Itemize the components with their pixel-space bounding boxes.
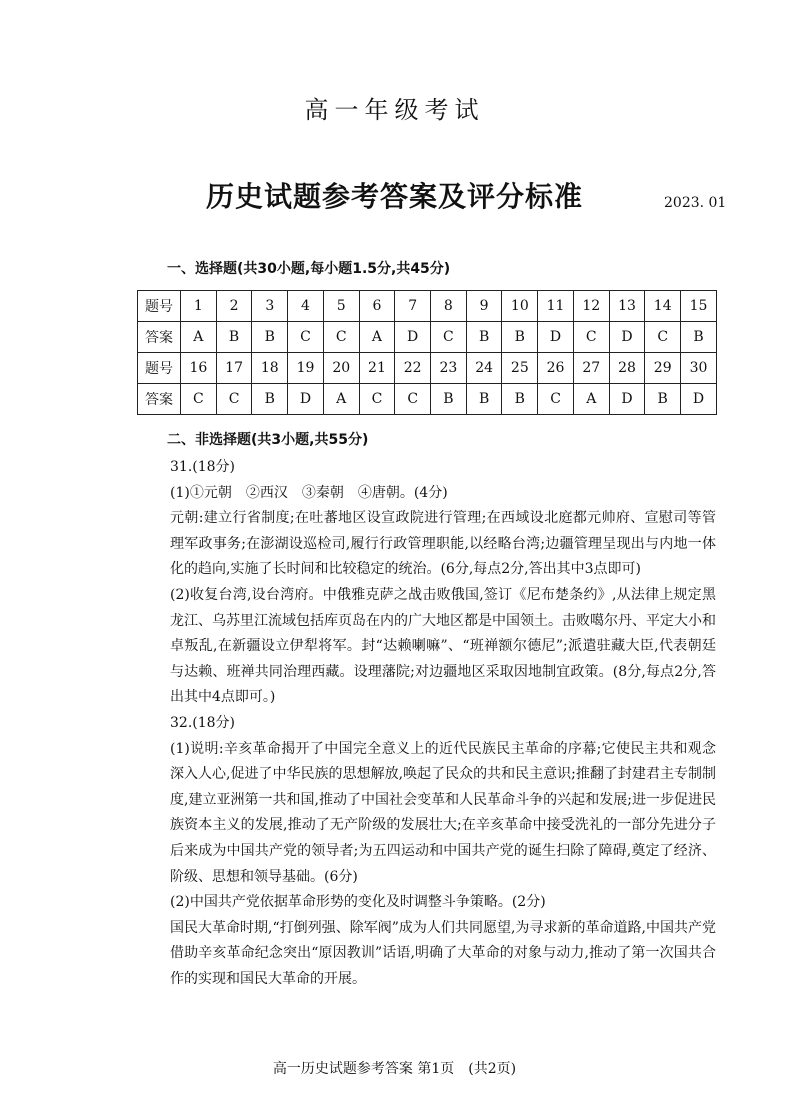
table-cell: 1 xyxy=(181,291,217,322)
document-title: 历史试题参考答案及评分标准 xyxy=(205,180,583,213)
section-heading-nonchoice: 二、非选择题(共3小题,共55分) xyxy=(167,432,369,448)
table-cell: 22 xyxy=(395,353,431,384)
table-row xyxy=(138,322,717,353)
table-cell: A xyxy=(359,322,395,353)
answer-text xyxy=(142,455,716,992)
question-31-part2: (2)收复台湾,设台湾府。中俄雅克萨之战击败俄国,签订《尼布楚条约》,从法律上规定黑龙江、乌苏里江流域包括库页岛在内的广大地区都是中国领土。击败噶尔丹、平定大小和卓叛乱,在新疆设立伊犁将军。封“达赖喇嘛”、“班禅额尔德尼”;派遣驻藏大臣,代表朝廷与达赖、班禅共同治理西藏。设理藩院;对边疆地区采取因地制宜政策。(8分,每点2分,答出其中4点即可。) xyxy=(170,586,716,706)
table-cell: B xyxy=(252,384,288,415)
table-cell: 7 xyxy=(395,291,431,322)
question-31-part1: (1)①元朝 ②西汉 ③秦朝 ④唐朝。(4分) xyxy=(170,484,448,501)
table-cell: A xyxy=(573,384,609,415)
table-row xyxy=(138,291,717,322)
exam-title: 高一年级考试 xyxy=(304,96,485,124)
table-cell: B xyxy=(645,384,681,415)
table-cell: 17 xyxy=(216,353,252,384)
table-cell: A xyxy=(181,322,217,353)
table-cell: C xyxy=(288,322,324,353)
table-cell: 20 xyxy=(323,353,359,384)
table-cell: C xyxy=(431,322,467,353)
table-cell: D xyxy=(609,322,645,353)
table-cell: 16 xyxy=(181,353,217,384)
table-cell: D xyxy=(538,322,574,353)
table-cell: C xyxy=(359,384,395,415)
table-cell: C xyxy=(538,384,574,415)
table-cell: B xyxy=(502,322,538,353)
table-cell: 6 xyxy=(359,291,395,322)
table-cell: C xyxy=(645,322,681,353)
table-cell: B xyxy=(502,384,538,415)
table-row-header: 答案 xyxy=(138,384,181,415)
page-footer: 高一历史试题参考答案 第1页 (共2页) xyxy=(272,1061,517,1077)
table-row-header: 题号 xyxy=(138,291,181,322)
section-heading-choice: 一、选择题(共30小题,每小题1.5分,共45分) xyxy=(167,261,451,277)
table-cell: C xyxy=(573,322,609,353)
table-row xyxy=(138,384,717,415)
answer-table xyxy=(137,290,717,415)
table-cell: 12 xyxy=(573,291,609,322)
table-cell: D xyxy=(681,384,717,415)
table-cell: 23 xyxy=(431,353,467,384)
question-32-part2: (2)中国共产党依据革命形势的变化及时调整斗争策略。(2分) xyxy=(170,894,546,911)
table-cell: 8 xyxy=(431,291,467,322)
table-cell: C xyxy=(323,322,359,353)
table-row-header: 答案 xyxy=(138,322,181,353)
table-cell: C xyxy=(216,384,252,415)
table-cell: 9 xyxy=(466,291,502,322)
table-cell: 26 xyxy=(538,353,574,384)
table-cell: 29 xyxy=(645,353,681,384)
question-31-part1-detail: 元朝:建立行省制度;在吐蕃地区设宣政院进行管理;在西域设北庭都元帅府、宣慰司等管理军政事务;在澎湖设巡检司,履行行政管理职能,以经略台湾;边疆管理呈现出与内地一体化的趋向,实施了长时间和比较稳定的统治。(6分,每点2分,答出其中3点即可) xyxy=(170,510,716,578)
table-cell: 27 xyxy=(573,353,609,384)
table-cell: 28 xyxy=(609,353,645,384)
table-cell: B xyxy=(252,322,288,353)
table-cell: 25 xyxy=(502,353,538,384)
table-cell: 3 xyxy=(252,291,288,322)
table-cell: 19 xyxy=(288,353,324,384)
table-cell: C xyxy=(395,384,431,415)
table-cell: B xyxy=(431,384,467,415)
table-row xyxy=(138,353,717,384)
table-cell: C xyxy=(181,384,217,415)
table-cell: A xyxy=(323,384,359,415)
table-cell: 30 xyxy=(681,353,717,384)
table-cell: B xyxy=(216,322,252,353)
question-32-part1: (1)说明:辛亥革命揭开了中国完全意义上的近代民族民主革命的序幕;它使民主共和观念深入人心,促进了中华民族的思想解放,唤起了民众的共和民主意识;推翻了封建君主专制制度,建立亚洲第一共和国,推动了中国社会变革和人民革命斗争的兴起和发展;进一步促进民族资本主义的发展,推动了无产阶级的发展壮大;在辛亥革命中接受洗礼的一部分先进分子后来成为中国共产党的领导者;为五四运动和中国共产党的诞生扫除了障碍,奠定了经济、阶级、思想和领导基础。(6分) xyxy=(170,740,716,885)
table-cell: 2 xyxy=(216,291,252,322)
table-cell: 15 xyxy=(681,291,717,322)
exam-date: 2023. 01 xyxy=(664,195,727,211)
table-cell: 10 xyxy=(502,291,538,322)
table-cell: 5 xyxy=(323,291,359,322)
table-cell: 11 xyxy=(538,291,574,322)
table-cell: D xyxy=(395,322,431,353)
table-cell: 13 xyxy=(609,291,645,322)
table-cell: 21 xyxy=(359,353,395,384)
table-cell: B xyxy=(466,322,502,353)
table-cell: B xyxy=(466,384,502,415)
question-31-heading: 31.(18分) xyxy=(170,459,236,475)
table-cell: 18 xyxy=(252,353,288,384)
table-cell: 14 xyxy=(645,291,681,322)
table-cell: 24 xyxy=(466,353,502,384)
table-cell: B xyxy=(681,322,717,353)
question-32-part2-detail: 国民大革命时期,“打倒列强、除军阀”成为人们共同愿望,为寻求新的革命道路,中国共产党借助辛亥革命纪念突出“原因教训”话语,明确了大革命的对象与动力,推动了第一次国共合作的实现和国民大革命的开展。 xyxy=(170,919,716,987)
question-32-heading: 32.(18分) xyxy=(170,714,236,731)
table-cell: D xyxy=(288,384,324,415)
table-cell: D xyxy=(609,384,645,415)
table-row-header: 题号 xyxy=(138,353,181,384)
table-cell: 4 xyxy=(288,291,324,322)
